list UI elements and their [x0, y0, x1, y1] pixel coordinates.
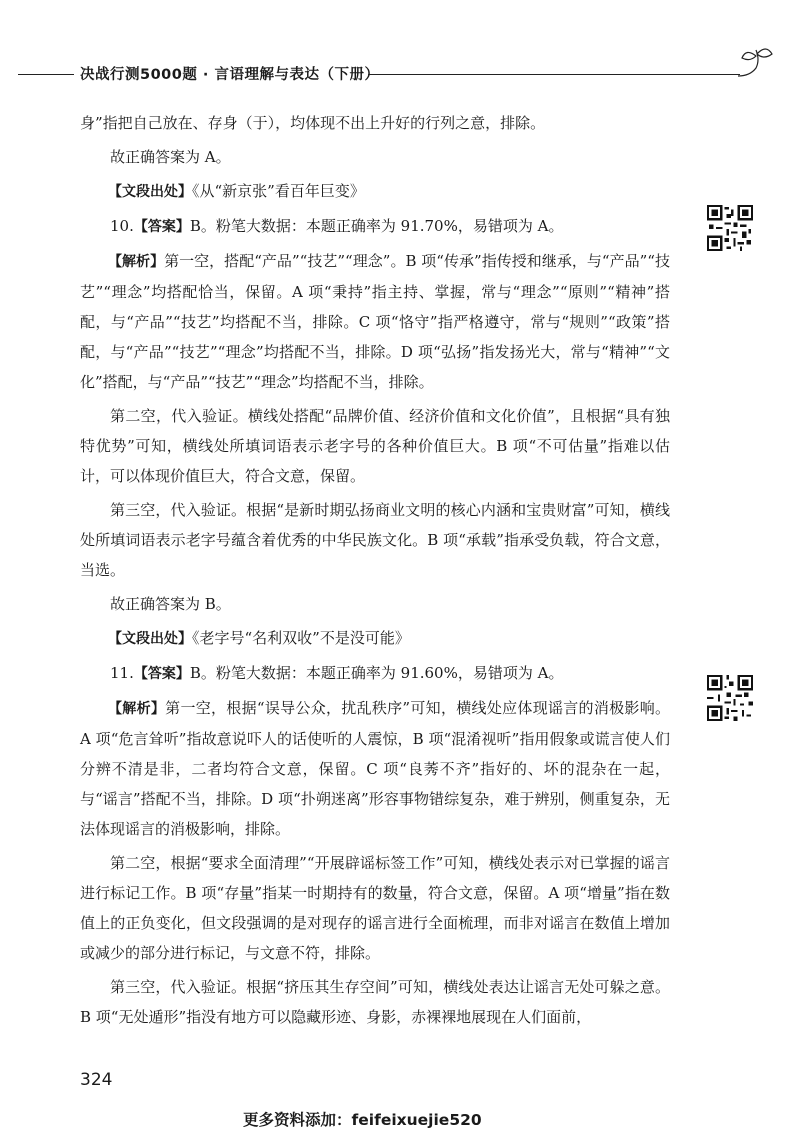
question-10-source [80, 623, 670, 654]
source-text: 《老字号“名利双收”不是没可能》 [192, 629, 410, 647]
main-content [80, 108, 670, 1036]
answer-label: 【答案】 [133, 219, 190, 235]
question-10-analysis [80, 246, 670, 397]
answer-text: B。粉笔大数据：本题正确率为 91.60%，易错项为 A。 [189, 664, 564, 682]
question-10-answer [80, 211, 670, 242]
analysis-label: 【解析】 [108, 701, 166, 717]
qr-code-icon[interactable] [707, 675, 753, 721]
answer-conclusion: 故正确答案为 A。 [110, 148, 231, 166]
question-11-answer [80, 658, 670, 689]
answer-text: B。粉笔大数据：本题正确率为 91.70%，易错项为 A。 [189, 217, 564, 235]
header-title: 决战行测5000题 · 言语理解与表达（下册） [80, 67, 380, 83]
analysis-label: 【解析】 [108, 254, 165, 270]
question-number: 11. [110, 664, 134, 682]
source-text: 《从“新京张”看百年巨变》 [192, 182, 365, 200]
page-number: 324 [80, 1070, 113, 1090]
question-11-blank-2: 第二空，根据“要求全面清理”“开展辟谣标签工作”可知，横线处表示对已掌握的谣言进行标记工作。B 项“存量”指某一时期持有的数量，符合文意，保留。A 项“增量”指在数值上的正负变化，但文段强调的是对现存的谣言进行全面梳理，而非对谣言在数值上增加或减少的部分进行标记，与文意不符，排除。 [80, 854, 670, 962]
answer-label: 【答案】 [133, 666, 190, 682]
question-10-conclusion: 故正确答案为 B。 [110, 595, 231, 613]
qr-code-icon[interactable] [707, 205, 753, 251]
paragraph-continuation: 身”指把自己放在、存身（于），均体现不出上升好的行列之意，排除。 [80, 114, 546, 132]
question-10-blank-3: 第三空，代入验证。根据“是新时期弘扬商业文明的核心内涵和宝贵财富”可知，横线处所填词语表示老字号蕴含着优秀的中华民族文化。B 项“承载”指承受负载，符合文意，当选。 [80, 501, 670, 579]
question-11-blank-3: 第三空，代入验证。根据“挤压其生存空间”可知，横线处表达让谣言无处可躲之意。B 项“无处遁形”指没有地方可以隐藏形迹、身影，赤裸裸地展现在人们面前， [80, 978, 670, 1026]
question-11-analysis [80, 693, 670, 844]
leaf-icon [736, 46, 776, 80]
source-label: 【文段出处】 [108, 631, 192, 647]
footer-note: 更多资料添加：feifeixuejie520 [243, 1111, 482, 1129]
question-number: 10. [110, 217, 134, 235]
question-10-blank-2: 第二空，代入验证。横线处搭配“品牌价值、经济价值和文化价值”，且根据“具有独特优势”可知，横线处所填词语表示老字号的各种价值巨大。B 项“不可估量”指难以估计，可以体现价值巨大，符合文意，保留。 [80, 407, 670, 485]
page-header [18, 58, 780, 90]
header-rule-left [18, 74, 74, 75]
analysis-text: 第一空，搭配“产品”“技艺”“理念”。B 项“传承”指传授和继承，与“产品”“技艺”“理念”均搭配恰当，保留。A 项“秉持”指主持、掌握，常与“理念”“原则”“精神”搭配，与“产品”“技艺”均搭配不当，排除。C 项“恪守”指严格遵守，常与“规则”“政策”搭配，与“产品”“技艺”“理念”均搭配不当，排除。D 项“弘扬”指发扬光大，常与“精神”“文化”搭配，与“产品”“技艺”“理念”均搭配不当，排除。 [80, 252, 670, 391]
source-label: 【文段出处】 [108, 184, 192, 200]
source-line [80, 176, 670, 207]
header-rule-right [368, 74, 740, 75]
analysis-text: 第一空，根据“误导公众，扰乱秩序”可知，横线处应体现谣言的消极影响。A 项“危言耸听”指故意说吓人的话使听的人震惊，B 项“混淆视听”指用假象或谎言使人们分辨不清是非，二者均符合文意，保留。C 项“良莠不齐”指好的、坏的混杂在一起，与“谣言”搭配不当，排除。D 项“扑朔迷离”形容事物错综复杂，难于辨别，侧重复杂，无法体现谣言的消极影响，排除。 [80, 699, 671, 838]
